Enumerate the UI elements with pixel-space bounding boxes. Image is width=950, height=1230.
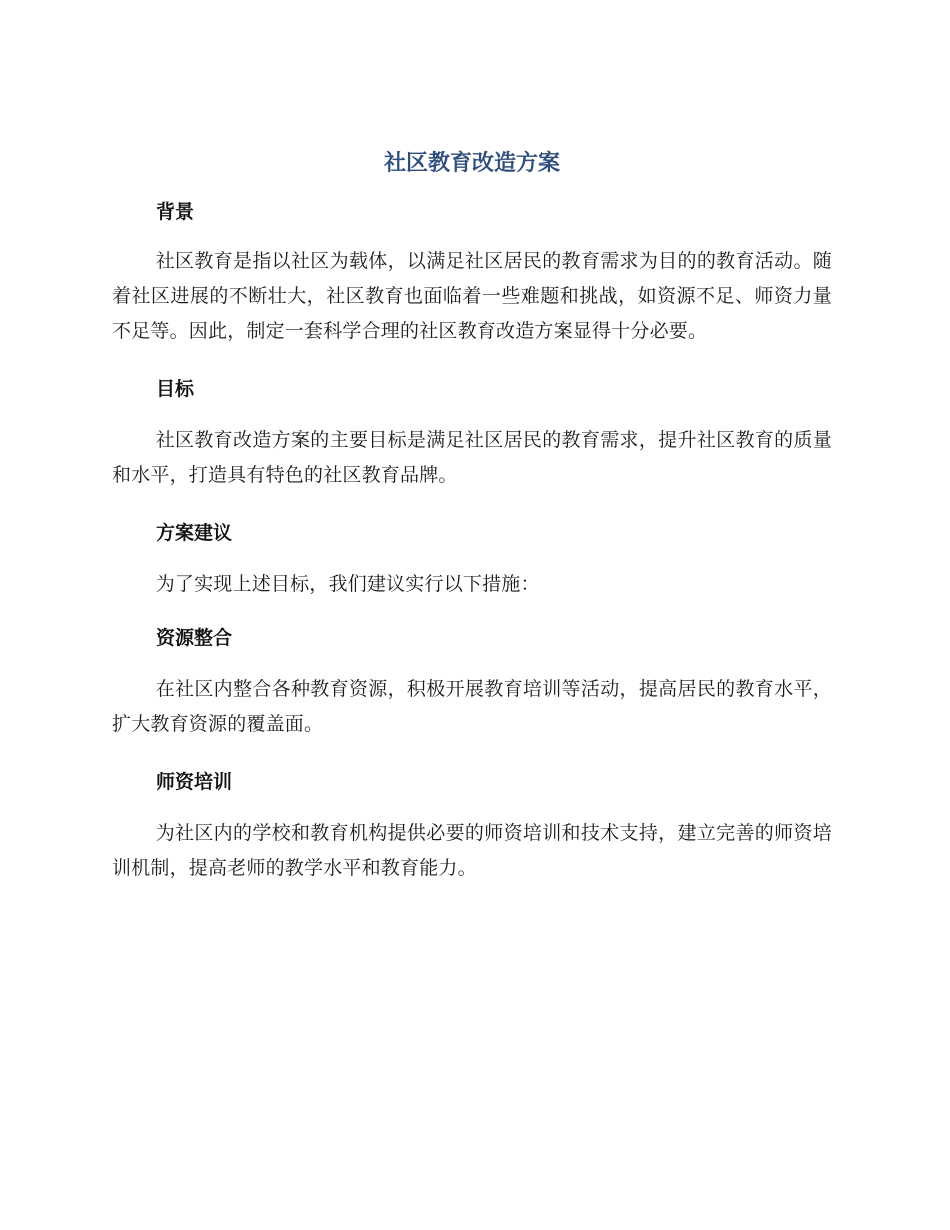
section-heading-proposal: 方案建议 (156, 522, 233, 544)
document-title: 社区教育改造方案 (383, 151, 560, 176)
section-body-resource-integration: 在社区内整合各种教育资源，积极开展教育培训等活动，提高居民的教育水平，扩大教育资源的覆盖面。 (112, 678, 832, 735)
section-heading-goal: 目标 (156, 378, 195, 400)
section-heading-teacher-training: 师资培训 (156, 771, 233, 793)
section-heading-background: 背景 (156, 201, 195, 223)
section-heading-resource-integration: 资源整合 (156, 627, 233, 649)
section-body-proposal: 为了实现上述目标，我们建议实行以下措施： (155, 573, 540, 595)
section-body-background: 社区教育是指以社区为载体，以满足社区居民的教育需求为目的的教育活动。随着社区进展的不断壮大，社区教育也面临着一些难题和挑战，如资源不足、师资力量不足等。因此，制定一套科学合理的社区教育改造方案显得十分必要。 (112, 250, 832, 342)
section-body-goal: 社区教育改造方案的主要目标是满足社区居民的教育需求，提升社区教育的质量和水平，打造具有特色的社区教育品牌。 (112, 429, 832, 486)
section-body-teacher-training: 为社区内的学校和教育机构提供必要的师资培训和技术支持，建立完善的师资培训机制，提高老师的教学水平和教育能力。 (112, 822, 832, 879)
document-page (112, 144, 832, 886)
